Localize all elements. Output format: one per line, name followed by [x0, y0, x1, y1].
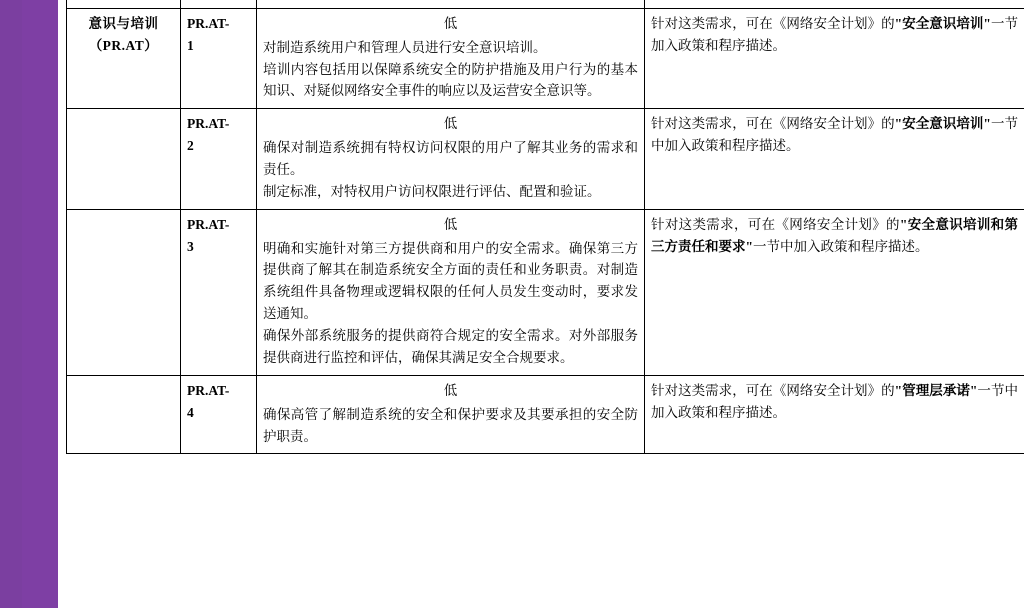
cell-function	[67, 209, 181, 375]
note-segment: 针对这类需求，可在《网络安全计划》的	[651, 382, 895, 398]
requirement-paragraph: 明确和实施针对第三方提供商和用户的安全需求。确保第三方提供商了解其在制造系统安全方面的责任和业务职责。对制造系统组件具备物理或逻辑权限的任何人员发生变动时，要求发送通知。	[263, 240, 638, 322]
note-paragraph	[651, 380, 1018, 424]
requirement-paragraph: 确保高管了解制造系统的安全和保护要求及其要承担的安全防护职责。	[263, 406, 638, 444]
id-label-line1: PR.AT-	[187, 216, 230, 232]
requirement-paragraph: 制定标准，对特权用户访问权限进行评估、配置和验证。	[263, 183, 601, 199]
cell-function	[67, 375, 181, 454]
cell-id	[181, 209, 257, 375]
cell-function	[67, 109, 181, 209]
cell-note	[645, 209, 1024, 375]
cell-requirement	[257, 0, 645, 8]
priority-label: 低	[443, 15, 458, 31]
id-label-line2: 2	[187, 138, 194, 154]
id-label-line2: 1	[187, 37, 194, 53]
function-label-line1: 意识与培训	[88, 15, 159, 31]
cell-function	[67, 0, 181, 8]
note-segment: 针对这类需求，可在《网络安全计划》的	[651, 15, 895, 31]
cell-requirement	[257, 375, 645, 454]
requirement-paragraph: 确保外部系统服务的提供商符合规定的安全需求。对外部服务提供商进行监控和评估，确保其满足安全合规要求。	[263, 328, 638, 365]
note-segment: 针对这类需求，可在《网络安全计划》的	[651, 116, 895, 132]
cell-note	[645, 109, 1024, 209]
note-segment-emphasis: "安全意识培训"	[894, 116, 991, 132]
cell-requirement	[257, 109, 645, 209]
note-segment-emphasis: "管理层承诺"	[894, 382, 978, 398]
note-paragraph	[651, 214, 1018, 258]
priority-label: 低	[443, 216, 458, 232]
note-text	[651, 0, 1018, 2]
requirements-table	[66, 0, 1024, 454]
requirement-paragraph: 对制造系统用户和管理人员进行安全意识培训。	[263, 39, 547, 55]
table-row	[67, 0, 1024, 8]
cell-id	[181, 0, 257, 8]
function-label-line2: （PR.AT）	[88, 37, 159, 53]
cell-note	[645, 8, 1024, 108]
cell-note	[645, 0, 1024, 8]
table-row	[67, 8, 1024, 108]
priority-label: 低	[443, 382, 458, 398]
note-segment: 一节加入政策和程序描述。	[651, 15, 1018, 53]
note-segment-emphasis: "安全意识培训和第三方责任和要求"	[651, 216, 1019, 254]
cell-note	[645, 375, 1024, 454]
requirement-paragraph: 确保对制造系统拥有特权访问权限的用户了解其业务的需求和责任。	[263, 140, 638, 178]
id-label-line1: PR.AT-	[187, 15, 230, 31]
table-row	[67, 109, 1024, 209]
id-label-line1: PR.AT-	[187, 116, 230, 132]
note-segment: 一节中加入政策和程序描述。	[753, 238, 929, 254]
note-segment-emphasis: "安全意识培训"	[894, 15, 991, 31]
note-segment: 一节中加入政策和程序描述。	[651, 116, 1018, 154]
cell-id	[181, 8, 257, 108]
requirement-paragraph: 培训内容包括用以保障系统安全的防护措施及用户行为的基本知识、对疑似网络安全事件的响应以及运营安全意识等。	[263, 61, 638, 99]
cell-function	[67, 8, 181, 108]
id-label-line2: 4	[187, 404, 194, 420]
note-segment: 一节中加入政策和程序描述。	[651, 382, 1019, 420]
cell-requirement	[257, 8, 645, 108]
id-label-line1: PR.AT-	[187, 382, 230, 398]
table-row	[67, 209, 1024, 375]
page-margin-gap	[58, 0, 66, 608]
note-paragraph	[651, 113, 1018, 157]
priority-label: 低	[443, 116, 458, 132]
cell-requirement	[257, 209, 645, 375]
cell-id	[181, 109, 257, 209]
note-segment: 针对这类需求，可在《网络安全计划》的	[651, 216, 900, 232]
left-accent-band	[0, 0, 22, 608]
cell-id	[181, 375, 257, 454]
note-paragraph	[651, 13, 1018, 57]
table-row	[67, 375, 1024, 454]
id-label-line2: 3	[187, 238, 194, 254]
left-accent-band-inner	[22, 0, 58, 608]
